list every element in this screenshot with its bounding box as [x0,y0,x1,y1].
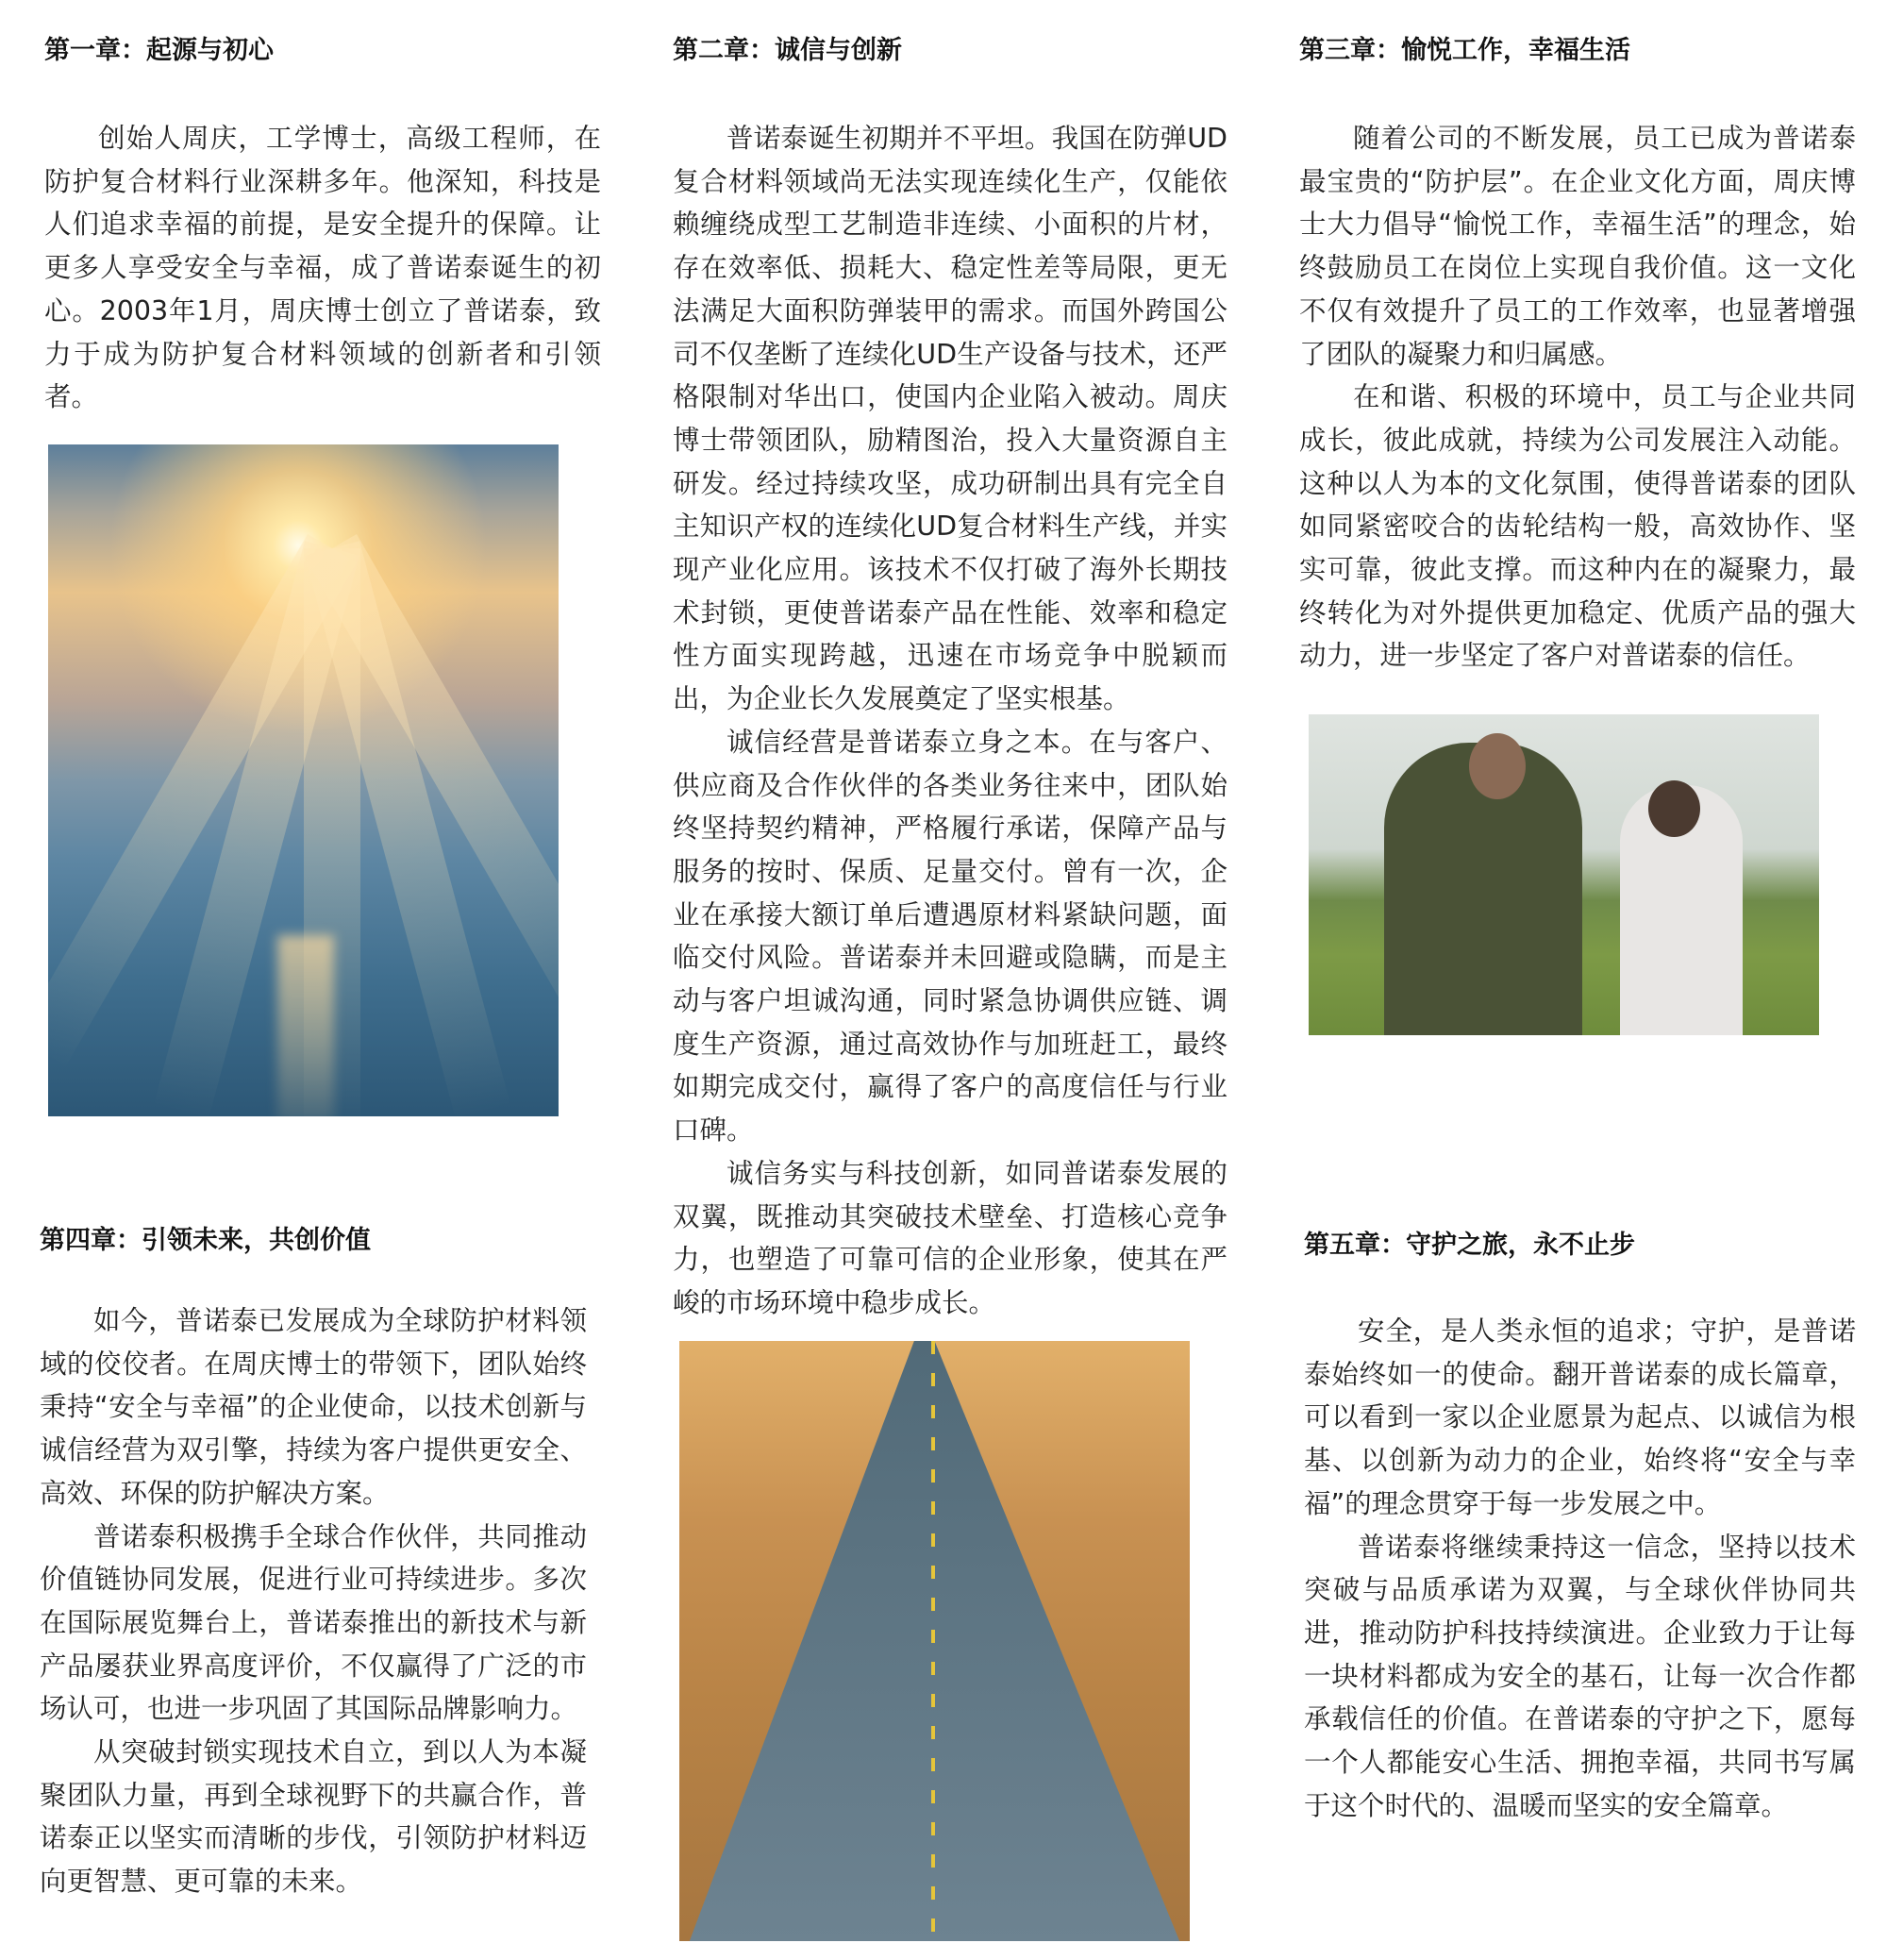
paragraph: 在和谐、积极的环境中，员工与企业共同成长，彼此成就，持续为公司发展注入动能。这种以人为本的文化氛围，使得普诺泰的团队如同紧密咬合的齿轮结构一般，高效协作、坚实可靠，彼此支撑。而这种内在的凝聚力，最终转化为对外提供更加稳定、优质产品的强大动力，进一步坚定了客户对普诺泰的信任。 [1299,381,1856,672]
paragraph: 诚信务实与科技创新，如同普诺泰发展的双翼，既推动其突破技术壁垒、打造核心竞争力，也塑造了可靠可信的企业形象，使其在严峻的市场环境中稳步成长。 [673,1157,1227,1318]
paragraph: 普诺泰将继续秉持这一信念，坚持以技术突破与品质承诺为双翼，与全球伙伴协同共进，推动防护科技持续演进。企业致力于让每一块材料都成为安全的基石，让每一次合作都承载信任的价值。在普诺泰的守护之下，愿每一个人都能安心生活、拥抱幸福，共同书写属于这个时代的、温暖而坚实的安全篇章。 [1304,1531,1856,1821]
chapter-1-title: 第一章：起源与初心 [44,36,274,65]
chapter-3-body [1299,117,1856,678]
paragraph: 随着公司的不断发展，员工已成为普诺泰最宝贵的“防护层”。在企业文化方面，周庆博士大力倡导“愉悦工作，幸福生活”的理念，始终鼓励员工在岗位上实现自我价值。这一文化不仅有效提升了员工的工作效率，也显著增强了团队的凝聚力和归属感。 [1299,123,1856,370]
chapter-2-body [673,117,1227,1325]
chapter-4-title: 第四章：引领未来，共创价值 [40,1226,371,1255]
paragraph: 诚信经营是普诺泰立身之本。在与客户、供应商及合作伙伴的各类业务往来中，团队始终坚持契约精神，严格履行承诺，保障产品与服务的按时、保质、足量交付。曾有一次，企业在承接大额订单后遭遇原材料紧缺问题，面临交付风险。普诺泰并未回避或隐瞒，而是主动与客户坦诚沟通，同时紧急协调供应链、调度生产资源，通过高效协作与加班赶工，最终如期完成交付，赢得了客户的高度信任与行业口碑。 [673,726,1227,1147]
sunrise-sea-birds-image [48,444,559,1116]
family-walking-image [1309,714,1819,1035]
chapter-4-body [40,1299,587,1903]
paragraph: 如今，普诺泰已发展成为全球防护材料领域的佼佼者。在周庆博士的带领下，团队始终秉持“安全与幸福”的企业使命，以技术创新与诚信经营为双引擎，持续为客户提供更安全、高效、环保的防护解决方案。 [40,1305,587,1509]
paragraph: 普诺泰积极携手全球合作伙伴，共同推动价值链协同发展，促进行业可持续进步。多次在国际展览舞台上，普诺泰推出的新技术与新产品屡获业界高度评价，不仅赢得了广泛的市场认可，也进一步巩固了其国际品牌影响力。 [40,1520,587,1725]
paragraph: 创始人周庆，工学博士，高级工程师，在防护复合材料行业深耕多年。他深知，科技是人们追求幸福的前提，是安全提升的保障。让更多人享受安全与幸福，成了普诺泰诞生的初心。2003年1月，周庆博士创立了普诺泰，致力于成为防护复合材料领域的创新者和引领者。 [44,123,601,413]
paragraph: 安全，是人类永恒的追求；守护，是普诺泰始终如一的使命。翻开普诺泰的成长篇章，可以看到一家以企业愿景为起点、以诚信为根基、以创新为动力的企业，始终将“安全与幸福”的理念贯穿于每一步发展之中。 [1304,1315,1856,1519]
chapter-5-title: 第五章：守护之旅，永不止步 [1304,1231,1635,1260]
chapter-3-title: 第三章：愉悦工作，幸福生活 [1299,36,1630,65]
desert-road-image [679,1341,1190,1941]
chapter-1-body [44,117,601,419]
paragraph: 从突破封锁实现技术自立，到以人为本凝聚团队力量，再到全球视野下的共赢合作，普诺泰正以坚实而清晰的步伐，引领防护材料迈向更智慧、更可靠的未来。 [40,1736,587,1898]
paragraph: 普诺泰诞生初期并不平坦。我国在防弹UD复合材料领域尚无法实现连续化生产，仅能依赖缠绕成型工艺制造非连续、小面积的片材，存在效率低、损耗大、稳定性差等局限，更无法满足大面积防弹装甲的需求。而国外跨国公司不仅垄断了连续化UD生产设备与技术，还严格限制对华出口，使国内企业陷入被动。周庆博士带领团队，励精图治，投入大量资源自主研发。经过持续攻坚，成功研制出具有完全自主知识产权的连续化UD复合材料生产线，并实现产业化应用。该技术不仅打破了海外长期技术封锁，更使普诺泰产品在性能、效率和稳定性方面实现跨越，迅速在市场竞争中脱颖而出，为企业长久发展奠定了坚实根基。 [673,123,1227,715]
chapter-2-title: 第二章：诚信与创新 [673,36,902,65]
chapter-5-body [1304,1310,1856,1827]
